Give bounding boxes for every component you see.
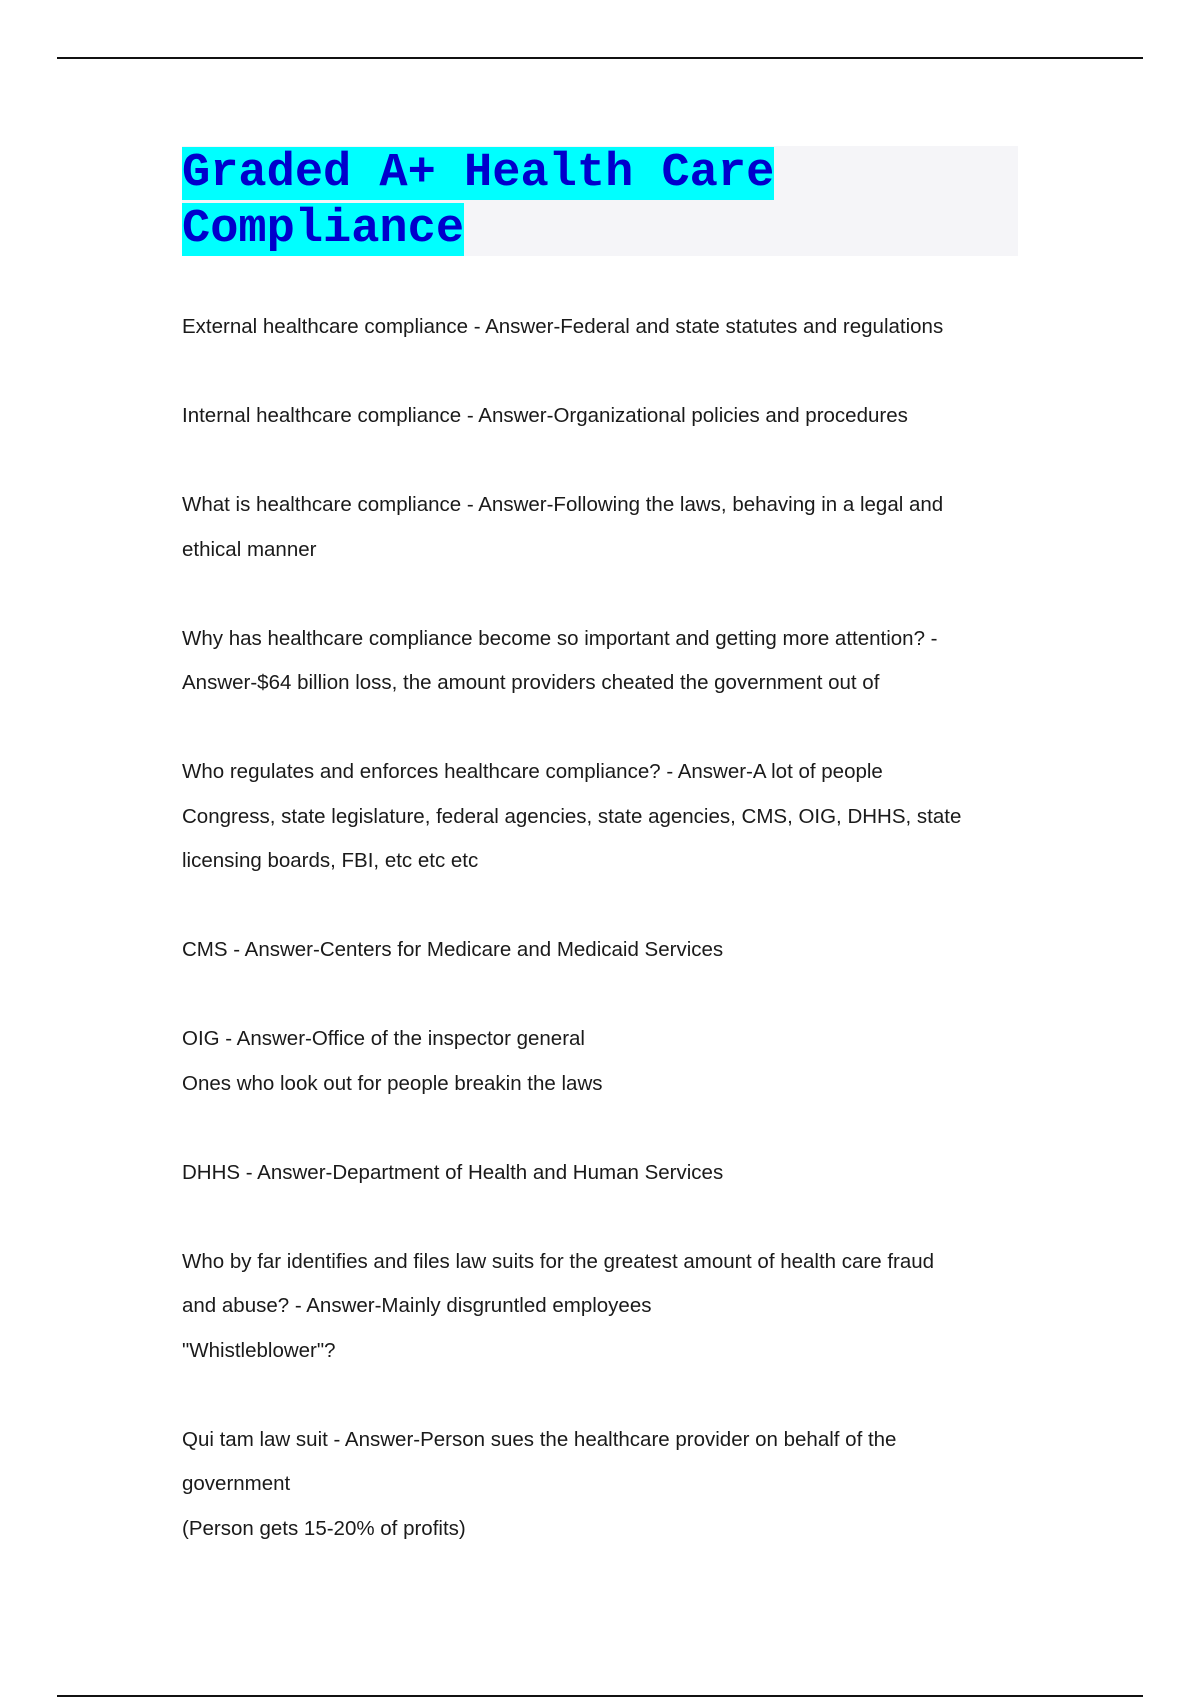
qa-entry-line: Who regulates and enforces healthcare compliance? - Answer-A lot of people (182, 760, 883, 783)
qa-entry-line: Who by far identifies and files law suits for the greatest amount of health care fraud (182, 1249, 935, 1273)
qa-entry-line: OIG - Answer-Office of the inspector general (182, 1027, 585, 1050)
qa-entry (182, 750, 1018, 884)
qa-entry-line: government (182, 1472, 291, 1495)
qa-entry-line: Ones who look out for people breakin the laws (182, 1071, 603, 1095)
qa-entry-line: (Person gets 15-20% of profits) (182, 1516, 466, 1540)
qa-entry-line: ethical manner (182, 537, 317, 561)
qa-entry-line: and abuse? - Answer-Mainly disgruntled employees (182, 1294, 652, 1317)
qa-entry (182, 617, 1018, 706)
title-line-2: Compliance (182, 203, 465, 256)
qa-entry-line: Qui tam law suit - Answer-Person sues the healthcare provider on behalf of the (182, 1427, 897, 1451)
document-page (182, 146, 1018, 1596)
qa-entry (182, 1151, 1018, 1196)
footer-rule (57, 1695, 1143, 1697)
qa-entry (182, 1017, 1018, 1106)
qa-list (182, 305, 1018, 1551)
header-rule (57, 57, 1143, 59)
qa-entry (182, 1240, 1018, 1374)
qa-entry-line: "Whistleblower"? (182, 1338, 336, 1362)
qa-entry-line: licensing boards, FBI, etc etc etc (182, 849, 479, 872)
document-title (182, 146, 1018, 258)
qa-entry-line: Congress, state legislature, federal agencies, state agencies, CMS, OIG, DHHS, state (182, 804, 962, 828)
qa-entry-line: Answer-$64 billion loss, the amount providers cheated the government out of (182, 671, 880, 694)
qa-entry-line: External healthcare compliance - Answer-Federal and state statutes and regulations (182, 315, 944, 338)
qa-entry-line: DHHS - Answer-Department of Health and Human Services (182, 1160, 724, 1184)
qa-entry (182, 928, 1018, 973)
qa-entry-line: Why has healthcare compliance become so important and getting more attention? - (182, 626, 938, 650)
title-line-1: Graded A+ Health Care (182, 147, 775, 200)
qa-entry (182, 394, 1018, 439)
qa-entry (182, 305, 1018, 350)
qa-entry-line: Internal healthcare compliance - Answer-Organizational policies and procedures (182, 404, 908, 427)
qa-entry (182, 1418, 1018, 1552)
qa-entry-line: What is healthcare compliance - Answer-Following the laws, behaving in a legal and (182, 493, 944, 516)
qa-entry (182, 483, 1018, 572)
title-block (182, 146, 1018, 256)
qa-entry-line: CMS - Answer-Centers for Medicare and Medicaid Services (182, 938, 724, 961)
